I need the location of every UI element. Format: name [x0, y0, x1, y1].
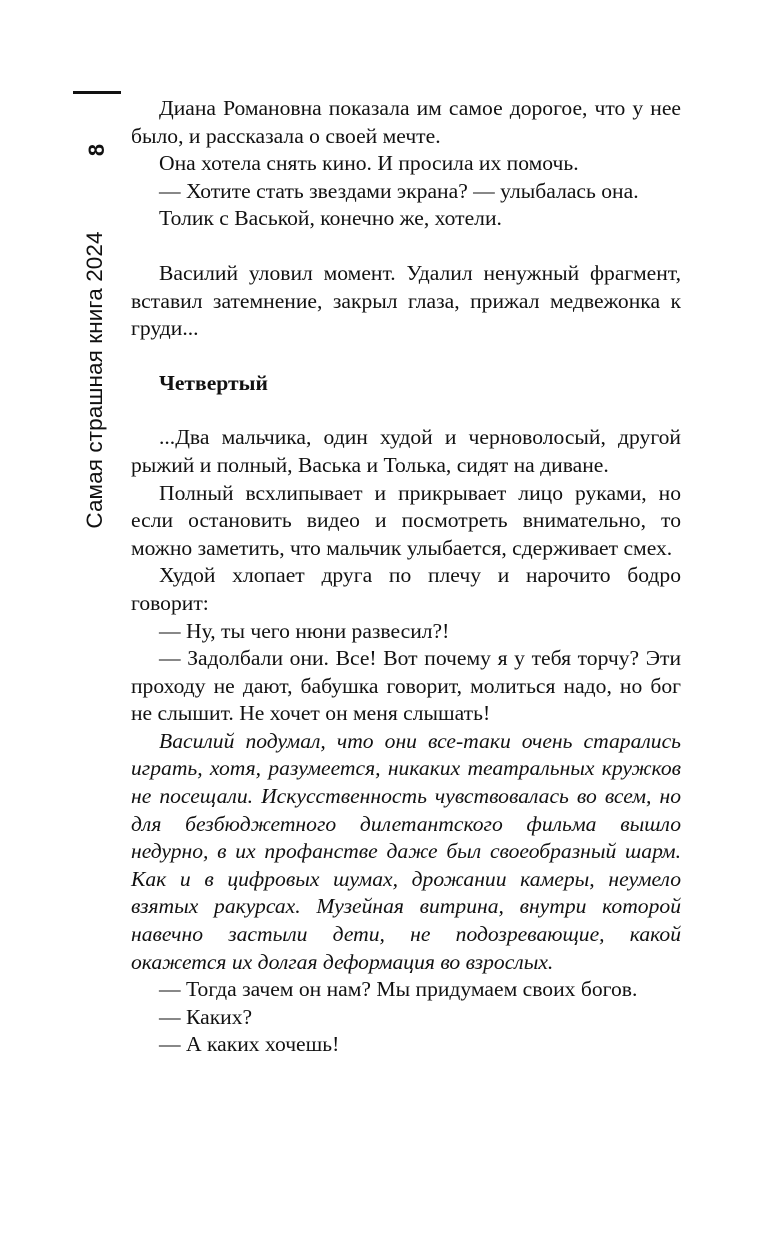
dialogue-line: — Тогда зачем он нам? Мы придумаем своих богов. [159, 977, 638, 1002]
dialogue-line: — Каких? [159, 1004, 253, 1029]
paragraph: Диана Романовна показала им самое дорогое, что у нее было, и рассказала о своей мечте. [131, 96, 681, 148]
page-number: 8 [84, 143, 109, 157]
dialogue-line: — Ну, ты чего нюни развесил?! [159, 618, 450, 643]
running-head: Самая страшная книга 2024 [81, 231, 107, 529]
header-rule [73, 91, 121, 94]
paragraph: Худой хлопает друга по плечу и нарочито бодро говорит: [131, 563, 681, 615]
dialogue-line: — А каких хочешь! [159, 1032, 340, 1057]
paragraph: ...Два мальчика, один худой и черноволосый, другой рыжий и полный, Васька и Толька, сидят на диване. [131, 425, 681, 477]
dialogue-line: — Задолбали они. Все! Вот почему я у тебя торчу? Эти проходу не дают, бабушка говорит, молиться надо, но бог не слышит. Не хочет он меня слышать! [131, 646, 681, 726]
body-text [131, 95, 681, 1059]
section-heading: Четвертый [159, 370, 268, 395]
italic-paragraph: Василий подумал, что они все-таки очень старались играть, хотя, разумеется, никаких театральных кружков не посещали. Искусственность чувствовалась во всем, но для безбюджетного дилетантского фильма вышло недурно, в их профанстве даже был своеобразный шарм. Как и в цифровых шумах, дрожании камеры, неумело взятых ракурсах. Музейная витрина, внутри которой навечно застыли дети, не подозревающие, какой окажется их долгая деформация во взрослых. [131, 728, 681, 974]
paragraph: Василий уловил момент. Удалил ненужный фрагмент, вставил затемнение, закрыл глаза, прижал медвежонка к груди... [131, 260, 681, 341]
paragraph: Толик с Васькой, конечно же, хотели. [159, 206, 502, 231]
paragraph: — Хотите стать звездами экрана? — улыбалась она. [159, 178, 639, 203]
paragraph: Полный всхлипывает и прикрывает лицо руками, но если остановить видео и посмотреть внимательно, то можно заметить, что мальчик улыбается, сдерживает смех. [131, 480, 681, 560]
paragraph: Она хотела снять кино. И просила их помочь. [159, 151, 579, 176]
